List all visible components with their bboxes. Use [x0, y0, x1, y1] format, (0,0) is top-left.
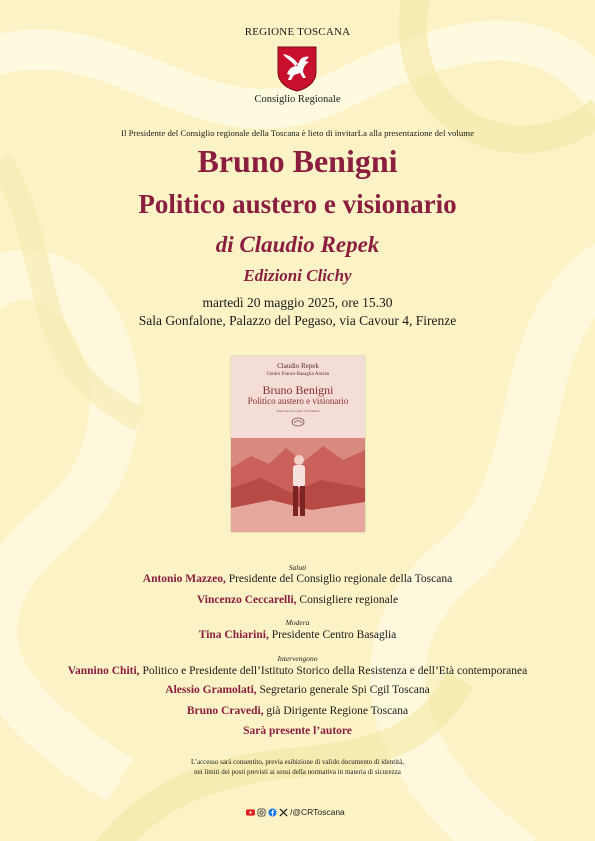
speaker-line	[0, 705, 595, 717]
cover-title: Bruno Benigni	[262, 383, 334, 397]
speaker-name: Vannino Chiti,	[67, 665, 140, 677]
book-publisher: Edizioni Clichy	[243, 266, 352, 285]
speaker-name: Bruno Cravedi,	[186, 705, 264, 717]
speaker-role: Politico e Presidente dell’Istituto Storico della Resistenza e dell’Età contemporanea	[139, 665, 528, 677]
header-title: REGIONE TOSCANA	[244, 26, 351, 38]
speaker-name: Alessio Gramolati,	[165, 684, 257, 696]
cover-photo	[231, 438, 365, 532]
access-notice-line: L’accesso sarà consentito, previa esibizione di valido documento di identità,	[191, 758, 404, 766]
header-subtitle: Consiglio Regionale	[254, 94, 341, 105]
speaker-role: già Dirigente Regione Toscana	[263, 705, 409, 717]
instagram-icon[interactable]	[257, 808, 266, 817]
speaker-name: Tina Chiarini,	[198, 629, 269, 641]
cover-tagline: Una vita con e per il territorio	[276, 409, 320, 413]
book-cover	[231, 356, 365, 532]
invitation-text: Il Presidente del Consiglio regionale della Toscana è lieto di invitarLa alla presentazione del volume	[121, 128, 474, 138]
pegasus-crest-icon	[275, 44, 319, 92]
speaker-name: Antonio Mazzeo,	[142, 573, 226, 585]
speaker-name: Vincenzo Ceccarelli,	[196, 594, 297, 606]
youtube-icon[interactable]	[246, 808, 255, 817]
speaker-role: Consigliere regionale	[296, 594, 399, 606]
speaker-line	[0, 573, 595, 585]
speaker-line	[0, 684, 595, 696]
facebook-icon[interactable]	[268, 808, 277, 817]
event-date: martedì 20 maggio 2025, ore 15.30	[202, 295, 393, 310]
intervengono-label: Intervengono	[277, 654, 318, 663]
speaker-line	[0, 629, 595, 641]
author-present-note: Sarà presente l’autore	[243, 725, 352, 737]
cover-subtitle: Politico austero e visionario	[247, 396, 349, 406]
saluti-label: Saluti	[288, 563, 307, 572]
speaker-role: Segretario generale Spi Cgil Toscana	[256, 684, 430, 696]
social-handle[interactable]: /@CRToscana	[290, 807, 345, 817]
book-subtitle: Politico austero e visionario	[138, 189, 457, 219]
modera-label: Modera	[285, 618, 310, 627]
book-author: di Claudio Repek	[215, 232, 380, 257]
speaker-role: Presidente Centro Basaglia	[268, 629, 397, 641]
publisher-logo-icon	[291, 417, 305, 427]
cover-center: Centro Franco Basaglia Arezzo	[266, 372, 330, 377]
social-links	[246, 805, 345, 819]
speaker-line	[0, 665, 595, 677]
x-icon[interactable]	[279, 808, 288, 817]
speaker-role: Presidente del Consiglio regionale della Toscana	[225, 573, 453, 585]
event-place: Sala Gonfalone, Palazzo del Pegaso, via Cavour 4, Firenze	[138, 313, 457, 328]
access-notice-line: nei limiti dei posti previsti ai sensi della normativa in materia di sicurezza	[194, 768, 401, 776]
book-title: Bruno Benigni	[197, 143, 398, 179]
cover-author: Claudio Repek	[277, 362, 319, 370]
speaker-line	[0, 594, 595, 606]
